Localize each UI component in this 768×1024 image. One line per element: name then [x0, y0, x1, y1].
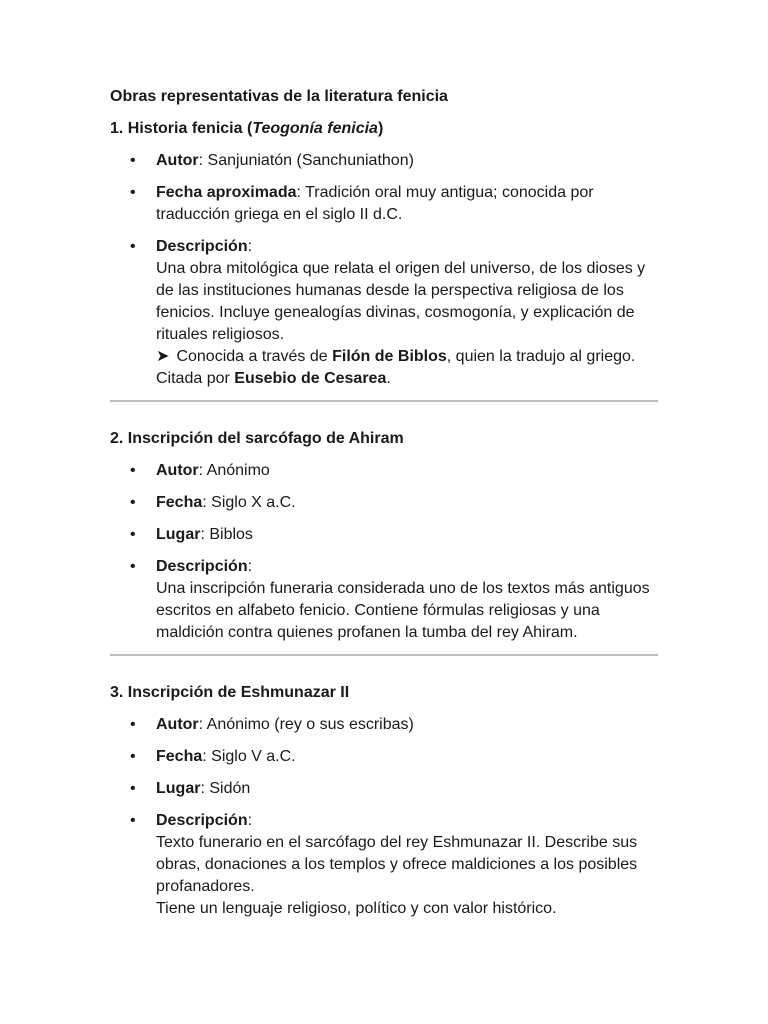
- bullet-icon: •: [130, 462, 136, 479]
- field-date: • Fecha aproximada: Tradición oral muy antigua; conocida por traducción griega en el siglo II d.C.: [130, 184, 594, 223]
- bullet-icon: •: [130, 716, 136, 733]
- section-title: Historia fenicia: [127, 120, 243, 137]
- section-number: 3.: [110, 684, 124, 701]
- section-title: Inscripción del sarcófago de Ahiram: [127, 430, 404, 447]
- field-description: • Descripción: Una obra mitológica que relata el origen del universo, de los dioses y de las instituciones humanas desde la perspectiva religiosa de los fenicios. Incluye genealogías divinas, cosmogonía, y explicación de rituales religiosos. ➤ Conocida a través de Filón de Biblos, quien la tradujo al griego. Citada por Eusebio de Cesarea.: [110, 236, 658, 390]
- note-prefix: Conocida a través de: [176, 348, 328, 365]
- section-heading: [110, 428, 658, 450]
- field-value: Anónimo (rey o sus escribas): [206, 716, 414, 733]
- section-divider: [110, 400, 658, 402]
- field-list: [110, 150, 658, 390]
- field-label: Descripción: [156, 238, 248, 255]
- cited-prefix: Citada por: [156, 370, 230, 387]
- field-value: Siglo X a.C.: [211, 494, 296, 511]
- bullet-icon: •: [130, 494, 136, 511]
- section-number: 1.: [110, 120, 124, 137]
- bullet-icon: •: [130, 558, 136, 575]
- section-heading: 1. Historia fenicia (Teogonía fenicia): [110, 120, 384, 137]
- field-label: Descripción: [156, 812, 248, 829]
- field-place: • Lugar: Biblos: [110, 524, 658, 546]
- arrow-right-icon: ➤: [156, 348, 170, 365]
- section-eshmunazar: [110, 682, 658, 920]
- field-label: Lugar: [156, 526, 201, 543]
- field-label: Autor: [156, 462, 199, 479]
- field-label: Autor: [156, 152, 199, 169]
- field-list: [110, 714, 658, 920]
- field-place: • Lugar: Sidón: [110, 778, 658, 800]
- field-list: [110, 460, 658, 644]
- bullet-icon: •: [130, 780, 136, 797]
- field-label: Lugar: [156, 780, 201, 797]
- field-value: Sanjuniatón (Sanchuniathon): [207, 152, 414, 169]
- note-name: Filón de Biblos: [332, 348, 447, 365]
- cited-name: Eusebio de Cesarea: [234, 370, 387, 387]
- bullet-icon: •: [130, 238, 136, 255]
- section-title-italic: Teogonía fenicia: [252, 120, 378, 137]
- section-heading: [110, 682, 658, 704]
- field-label: Autor: [156, 716, 199, 733]
- field-date: • Fecha: Siglo X a.C.: [110, 492, 658, 514]
- field-author: • Autor: Anónimo (rey o sus escribas): [110, 714, 658, 736]
- cited-suffix: .: [386, 370, 391, 387]
- section-title: Inscripción de Eshmunazar II: [127, 684, 350, 701]
- field-description: • Descripción: Una inscripción funeraria considerada uno de los textos más antiguos escritos en alfabeto fenicio. Contiene fórmulas religiosas y una maldición contra quienes profanen la tumba del rey Ahiram.: [110, 556, 658, 644]
- note-suffix: , quien la tradujo al griego.: [446, 348, 636, 365]
- field-author: • Autor: Sanjuniatón (Sanchuniathon): [110, 150, 658, 172]
- field-label: Fecha: [156, 748, 203, 765]
- field-author: • Autor: Anónimo: [110, 460, 658, 482]
- section-divider: [110, 654, 658, 656]
- field-value: Tradición oral muy antigua; conocida por traducción griega en el siglo II d.C.: [156, 184, 594, 223]
- field-date: • Fecha: Siglo V a.C.: [110, 746, 658, 768]
- section-historia-fenicia: [110, 118, 658, 390]
- document-title: Obras representativas de la literatura fenicia: [110, 88, 448, 105]
- field-label: Fecha aproximada: [156, 184, 297, 201]
- citation-note: [156, 368, 658, 390]
- field-label: Descripción: [156, 558, 248, 575]
- field-value: Siglo V a.C.: [211, 748, 296, 765]
- bullet-icon: •: [130, 526, 136, 543]
- field-value: Biblos: [209, 526, 253, 543]
- description-text: Una inscripción funeraria considerada uno de los textos más antiguos escritos en alfabeto fenicio. Contiene fórmulas religiosas y una maldición contra quienes profanen la tumba del rey Ahiram.: [156, 580, 650, 641]
- field-label: Fecha: [156, 494, 203, 511]
- field-value: Anónimo: [206, 462, 270, 479]
- description-text-2: Tiene un lenguaje religioso, político y con valor histórico.: [156, 900, 557, 917]
- bullet-icon: •: [130, 184, 136, 201]
- section-ahiram: [110, 428, 658, 644]
- bullet-icon: •: [130, 748, 136, 765]
- section-number: 2.: [110, 430, 124, 447]
- field-value: Sidón: [209, 780, 251, 797]
- source-note: [156, 346, 658, 368]
- description-text: Texto funerario en el sarcófago del rey Eshmunazar II. Describe sus obras, donaciones a los templos y ofrece maldiciones a los posibles profanadores.: [156, 834, 638, 895]
- description-text: Una obra mitológica que relata el origen del universo, de los dioses y de las instituciones humanas desde la perspectiva religiosa de los fenicios. Incluye genealogías divinas, cosmogonía, y explicación de rituales religiosos.: [156, 260, 646, 343]
- bullet-icon: •: [130, 152, 136, 169]
- field-description: • Descripción: Texto funerario en el sarcófago del rey Eshmunazar II. Describe sus obras, donaciones a los templos y ofrece maldiciones a los posibles profanadores. Tiene un lenguaje religioso, político y con valor histórico.: [110, 810, 658, 920]
- bullet-icon: •: [130, 812, 136, 829]
